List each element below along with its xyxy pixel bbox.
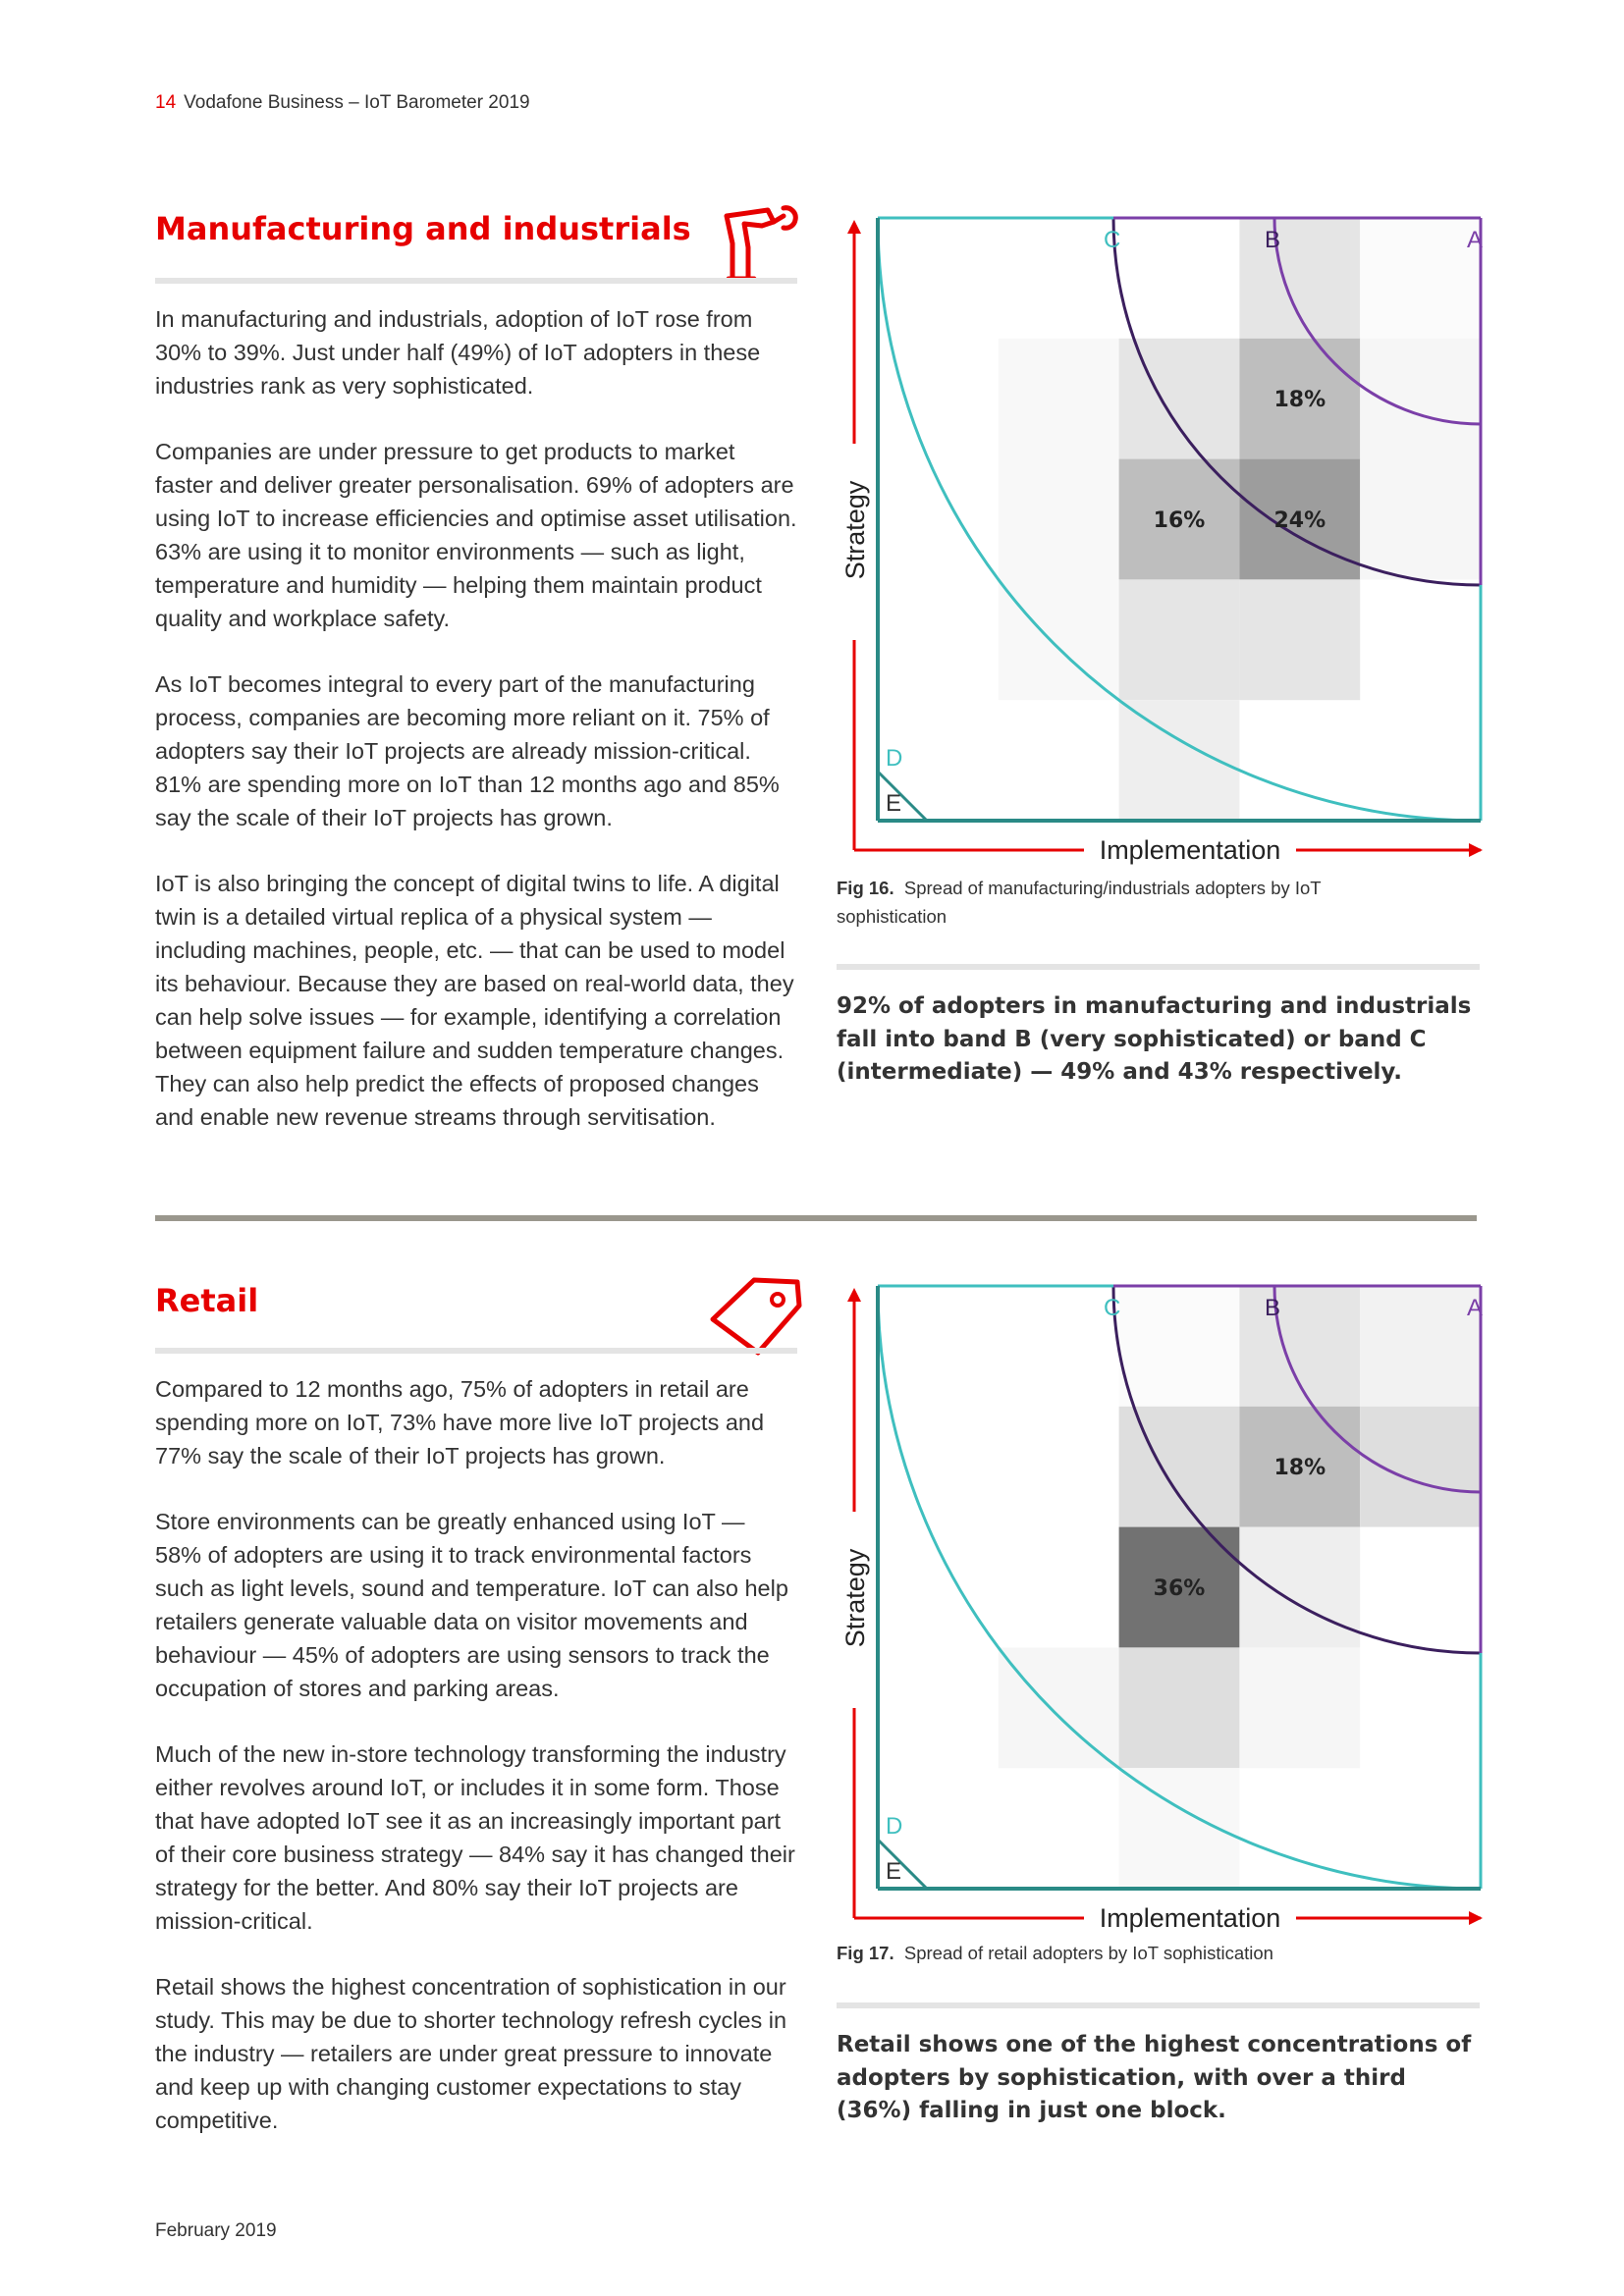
heatmap-cell <box>1360 218 1484 339</box>
section-title-manufacturing: Manufacturing and industrials <box>155 210 691 247</box>
heatmap-cell <box>1119 1286 1240 1407</box>
y-axis-label: Strategy <box>840 1548 870 1648</box>
page-header <box>155 92 530 114</box>
paragraph: In manufacturing and industrials, adoption of IoT rose from 30% to 39%. Just under half (49%) of IoT adopters in these industries rank as very sophisticated. <box>155 306 761 399</box>
heatmap-cell <box>1119 579 1240 700</box>
paragraph: Retail shows the highest concentration of sophistication in our study. This may be due to shorter technology refresh cycles in the industry — retailers are under great pressure to innovate and keep up with changing customer expectations to stay competitive. <box>155 1974 787 2133</box>
heatmap-cell <box>1119 1768 1240 1889</box>
section-title-retail: Retail <box>155 1282 259 1319</box>
section-rule <box>155 278 797 284</box>
heatmap-cell <box>999 1647 1119 1768</box>
heatmap-cell <box>1239 1647 1360 1768</box>
y-axis-arrowhead <box>847 220 861 234</box>
band-label-c: C <box>1104 227 1121 253</box>
section-body-manufacturing <box>155 302 797 1166</box>
page-number: 14 <box>155 92 177 113</box>
band-label-b: B <box>1265 1295 1281 1321</box>
heatmap-cell <box>1119 339 1240 459</box>
cell-value-label: 16% <box>1153 508 1206 533</box>
paragraph: IoT is also bringing the concept of digital twins to life. A digital twin is a detailed virtual replica of a physical system — including machines, people, etc. — that can be used to model its behaviour. Because they are based on real-world data, they can help solve issues — for example, identifying a correlation between equipment failure and sudden temperature changes. They can also help predict the effects of proposed changes and enable new revenue streams through servitisation. <box>155 871 794 1130</box>
figure-label: Fig 16. <box>837 878 894 898</box>
heatmap-cell <box>1360 1407 1481 1527</box>
paragraph: Companies are under pressure to get products to market faster and deliver greater personalisation. 69% of adopters are using IoT to increase efficiencies and optimise asset utilisation. 63% are using it to monitor environments — such as light, temperature and humidity — helping them maintain product quality and workplace safety. <box>155 439 797 631</box>
paragraph: Compared to 12 months ago, 75% of adopters in retail are spending more on IoT, 73% have more live IoT projects and 77% say the scale of their IoT projects has grown. <box>155 1376 765 1468</box>
heatmap-cell <box>1239 218 1360 339</box>
figure-caption-text: Spread of retail adopters by IoT sophistication <box>903 1943 1273 1963</box>
band-label-d: D <box>886 745 903 772</box>
cell-value-label: 24% <box>1273 508 1326 533</box>
heatmap-cell <box>1239 1527 1360 1648</box>
callout-rule <box>837 964 1480 970</box>
band-label-d: D <box>886 1813 903 1840</box>
heatmap-cell <box>999 459 1119 580</box>
heatmap-cell <box>1119 700 1240 821</box>
band-label-a: A <box>1467 227 1484 253</box>
cell-value-label: 18% <box>1273 388 1326 413</box>
y-axis-label: Strategy <box>840 480 870 580</box>
figure-caption <box>837 1939 1396 1967</box>
band-label-b: B <box>1265 227 1281 253</box>
band-label-e: E <box>886 1858 902 1885</box>
cell-value-label: 36% <box>1153 1576 1206 1601</box>
paragraph: Much of the new in-store technology transforming the industry either revolves around IoT, or includes it in some form. Those that have adopted IoT see it as an increasingly important part of their core business strategy — 84% say it has changed their strategy for the better. And 80% say their IoT projects are mission-critical. <box>155 1741 795 1934</box>
machine-arm-icon <box>719 204 803 285</box>
heatmap-cell <box>999 579 1119 700</box>
paragraph: As IoT becomes integral to every part of the manufacturing process, companies are becoming more reliant on it. 75% of adopters say their IoT projects are already mission-critical. 81% are spending more on IoT than 12 months ago and 85% say the scale of their IoT projects has grown. <box>155 671 780 830</box>
callout-text: 92% of adopters in manufacturing and industrials fall into band B (very sophisticated) or band C (intermediate) — 49% and 43% respectively. <box>837 993 1472 1085</box>
figure-label: Fig 17. <box>837 1943 894 1963</box>
band-label-a: A <box>1467 1295 1484 1321</box>
publication-title: Vodafone Business – IoT Barometer 2019 <box>184 92 530 113</box>
paragraph: Store environments can be greatly enhanced using IoT — 58% of adopters are using it to track environmental factors such as light levels, sound and temperature. IoT can also help retailers generate valuable data on visitor movements and behaviour — 45% of adopters are using sensors to track the occupation of stores and parking areas. <box>155 1509 788 1701</box>
callout-text: Retail shows one of the highest concentrations of adopters by sophistication, with over a third (36%) falling in just one block. <box>837 2032 1472 2123</box>
cell-value-label: 18% <box>1273 1456 1326 1481</box>
heatmap-cell <box>1119 1407 1240 1527</box>
heatmap-cell <box>1239 579 1360 700</box>
chart-fig17 <box>825 1274 1492 1942</box>
heatmap-svg <box>825 206 1492 874</box>
y-axis-arrowhead <box>847 1288 861 1302</box>
heatmap-cell <box>1360 459 1481 580</box>
x-axis-arrowhead <box>1469 843 1483 857</box>
figure-caption-text: Spread of manufacturing/industrials adopters by IoT sophistication <box>837 878 1322 927</box>
callout-rule <box>837 2002 1480 2008</box>
band-label-e: E <box>886 790 902 817</box>
figure-caption <box>837 874 1396 931</box>
heatmap-cell <box>1239 1286 1360 1407</box>
heatmap-svg <box>825 1274 1492 1942</box>
band-label-c: C <box>1104 1295 1121 1321</box>
section-body-retail <box>155 1372 797 2169</box>
x-axis-label: Implementation <box>1099 1903 1281 1933</box>
heatmap-cell <box>1119 1647 1240 1768</box>
chart-fig16 <box>825 206 1492 874</box>
page-footer: February 2019 <box>155 2220 277 2241</box>
heatmap-cell <box>1360 339 1481 459</box>
heatmap-cell <box>1360 1286 1484 1407</box>
x-axis-label: Implementation <box>1099 835 1281 865</box>
x-axis-arrowhead <box>1469 1911 1483 1925</box>
section-divider <box>155 1215 1477 1221</box>
heatmap-cell <box>999 339 1119 459</box>
section-rule <box>155 1348 797 1354</box>
